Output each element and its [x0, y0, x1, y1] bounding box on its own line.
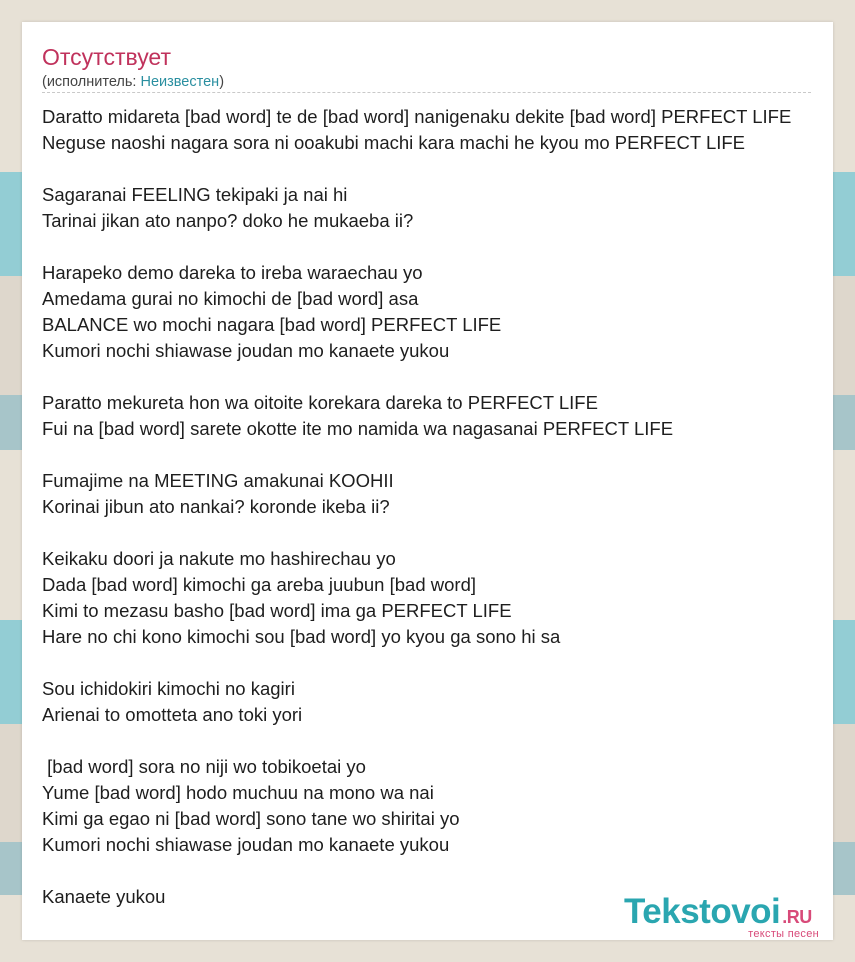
lyrics-text: Daratto midareta [bad word] te de [bad word] nanigenaku dekite [bad word] PERFECT LIFE Neguse naoshi nagara sora ni ooakubi machi kara machi he kyou mo PERFECT LIFE Sagaranai FEELING tekipaki ja nai hi Tarinai jikan ato nanpo? doko he mukaeba ii? Harapeko demo dareka to ireba waraechau yo Amedama gurai no kimochi de [bad word] asa BALANCE wo mochi nagara [bad word] PERFECT LIFE Kumori nochi shiawase joudan mo kanaete yukou Paratto mekureta hon wa oitoite korekara dareka to PERFECT LIFE Fui na [bad word] sarete okotte ite mo namida wa nagasanai PERFECT LIFE Fumajime na MEETING amakunai KOOHII Korinai jibun ato nankai? koronde ikeba ii? Keikaku doori ja nakute mo hashirechau yo Dada [bad word] kimochi ga areba juubun [bad word] Kimi to mezasu basho [bad word] ima ga PERFECT LIFE Hare no chi kono kimochi sou [bad word] yo kyou ga sono hi sa Sou ichidokiri kimochi no kagiri Arienai to omotteta ano toki yori [bad word] sora no niji wo tobikoetai yo Yume [bad word] hodo muchuu na mono wa nai Kimi ga egao ni [bad word] sono tane wo shiritai yo Kumori nochi shiawase joudan mo kanaete yukou Kanaete yukou: [42, 106, 792, 907]
logo-name: Tekstovoi: [624, 892, 781, 931]
lyrics-card: [22, 22, 833, 940]
artist-link[interactable]: Неизвестен: [140, 74, 220, 90]
site-logo[interactable]: [624, 894, 839, 944]
logo-tagline: тексты песен: [748, 928, 819, 940]
artist-suffix: ): [219, 74, 225, 90]
song-title: Отсутствует: [42, 44, 171, 70]
logo-tld: .RU: [782, 907, 812, 927]
artist-prefix: (исполнитель:: [42, 74, 141, 90]
title-divider: [42, 92, 811, 93]
artist-line: [42, 74, 224, 90]
